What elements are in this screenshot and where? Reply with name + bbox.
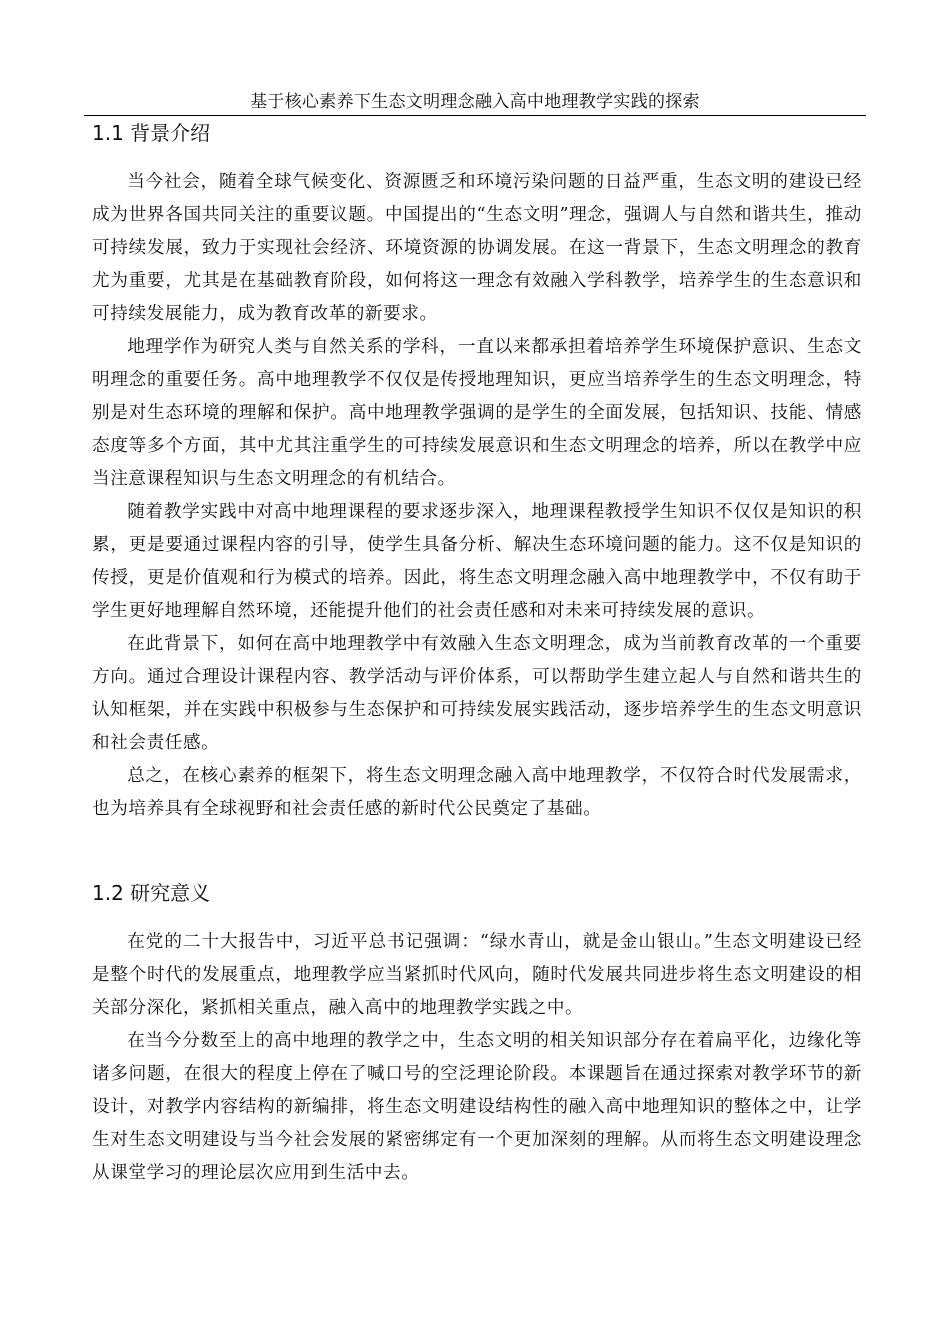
running-header: 基于核心素养下生态文明理念融入高中地理教学实践的探索 (250, 92, 700, 112)
paragraph: 随着教学实践中对高中地理课程的要求逐步深入，地理课程教授学生知识不仅仅是知识的积累，更是要通过课程内容的引导，使学生具备分析、解决生态环境问题的能力。这不仅是知识的传授，更是价值观和行为模式的培养。因此，将生态文明理念融入高中地理教学中，不仅有助于学生更好地理解自然环境，还能提升他们的社会责任感和对未来可持续发展的意识。 (92, 502, 862, 621)
section-background (92, 118, 862, 826)
header-rule (84, 115, 866, 116)
paragraph: 总之，在核心素养的框架下，将生态文明理念融入高中地理教学，不仅符合时代发展需求，也为培养具有全球视野和社会责任感的新时代公民奠定了基础。 (92, 766, 862, 819)
paragraph: 当今社会，随着全球气候变化、资源匮乏和环境污染问题的日益严重，生态文明的建设已经成为世界各国共同关注的重要议题。中国提出的“生态文明”理念，强调人与自然和谐共生，推动可持续发展，致力于实现社会经济、环境资源的协调发展。在这一背景下，生态文明理念的教育尤为重要，尤其是在基础教育阶段，如何将这一理念有效融入学科教学，培养学生的生态意识和可持续发展能力，成为教育改革的新要求。 (92, 172, 862, 324)
section-title: 1.1 背景介绍 (92, 121, 211, 145)
paragraph: 在党的二十大报告中，习近平总书记强调：“绿水青山，就是金山银山。”生态文明建设已经是整个时代的发展重点，地理教学应当紧抓时代风向，随时代发展共同进步将生态文明建设的相关部分深化，紧抓相关重点，融入高中的地理教学实践之中。 (92, 932, 862, 1018)
paragraph: 在此背景下，如何在高中地理教学中有效融入生态文明理念，成为当前教育改革的一个重要方向。通过合理设计课程内容、教学活动与评价体系，可以帮助学生建立起人与自然和谐共生的认知框架，并在实践中积极参与生态保护和可持续发展实践活动，逐步培养学生的生态文明意识和社会责任感。 (92, 634, 862, 753)
paragraph: 地理学作为研究人类与自然关系的学科，一直以来都承担着培养学生环境保护意识、生态文明理念的重要任务。高中地理教学不仅仅是传授地理知识，更应当培养学生的生态文明理念，特别是对生态环境的理解和保护。高中地理教学强调的是学生的全面发展，包括知识、技能、情感态度等多个方面，其中尤其注重学生的可持续发展意识和生态文明理念的培养，所以在教学中应当注意课程知识与生态文明理念的有机结合。 (92, 337, 862, 489)
section-title: 1.2 研究意义 (92, 881, 211, 905)
paragraph: 在当今分数至上的高中地理的教学之中，生态文明的相关知识部分存在着扁平化，边缘化等诸多问题，在很大的程度上停在了喊口号的空泛理论阶段。本课题旨在通过探索对教学环节的新设计，对教学内容结构的新编排，将生态文明建设结构性的融入高中地理知识的整体之中，让学生对生态文明建设与当今社会发展的紧密绑定有一个更加深刻的理解。从而将生态文明建设理念从课堂学习的理论层次应用到生活中去。 (92, 1031, 862, 1183)
section-significance (92, 878, 862, 1190)
